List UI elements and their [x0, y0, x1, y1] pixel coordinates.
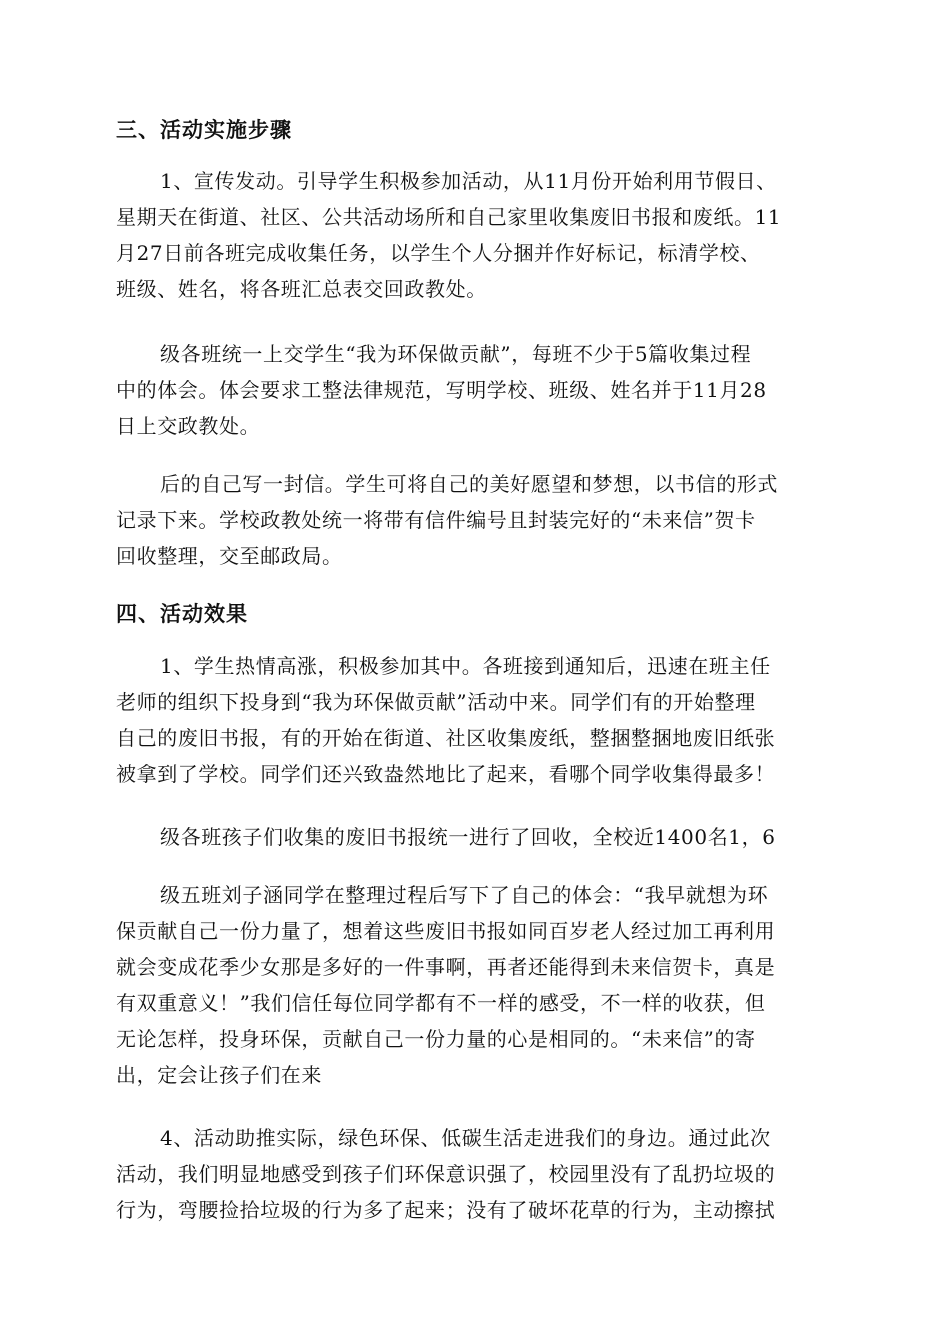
- text-line: 1、学生热情高涨，积极参加其中。各班接到通知后，迅速在班主任: [160, 654, 771, 678]
- paragraph-recycling: [116, 819, 836, 855]
- text-line: 级各班孩子们收集的废旧书报统一进行了回收，全校近1400名1，6: [160, 825, 776, 849]
- text-line: 老师的组织下投身到“我为环保做贡献”活动中来。同学们有的开始整理: [116, 690, 756, 714]
- text-line: 行为，弯腰捡拾垃圾的行为多了起来；没有了破坏花草的行为，主动擦拭: [116, 1198, 776, 1222]
- section-heading-steps: 三、活动实施步骤: [116, 117, 292, 142]
- paragraph-student-reflection: [116, 877, 836, 1093]
- text-line: 级各班统一上交学生“我为环保做贡献”，每班不少于5篇收集过程: [160, 342, 752, 366]
- paragraph-enthusiasm: [116, 648, 836, 792]
- text-line: 星期天在街道、社区、公共活动场所和自己家里收集废旧书报和废纸。11: [116, 205, 782, 229]
- text-line: 自己的废旧书报，有的开始在街道、社区收集废纸，整捆整捆地废旧纸张: [116, 726, 776, 750]
- text-line: 4、活动助推实际，绿色环保、低碳生活走进我们的身边。通过此次: [160, 1126, 771, 1150]
- text-line: 无论怎样，投身环保，贡献自己一份力量的心是相同的。“未来信”的寄: [116, 1027, 756, 1051]
- paragraph-green-life: [116, 1120, 836, 1228]
- text-line: 中的体会。体会要求工整法律规范，写明学校、班级、姓名并于11月28: [116, 378, 767, 402]
- text-line: 回收整理，交至邮政局。: [116, 544, 343, 568]
- section-heading-effects: 四、活动效果: [116, 601, 248, 626]
- paragraph-publicity: [116, 163, 836, 307]
- text-line: 活动，我们明显地感受到孩子们环保意识强了，校园里没有了乱扔垃圾的: [116, 1162, 776, 1186]
- text-line: 日上交政教处。: [116, 414, 261, 438]
- text-line: 1、宣传发动。引导学生积极参加活动，从11月份开始利用节假日、: [160, 169, 777, 193]
- text-line: 班级、姓名，将各班汇总表交回政教处。: [116, 277, 487, 301]
- text-line: 后的自己写一封信。学生可将自己的美好愿望和梦想，以书信的形式: [160, 472, 778, 496]
- text-line: 就会变成花季少女那是多好的一件事啊，再者还能得到未来信贺卡，真是: [116, 955, 776, 979]
- text-line: 记录下来。学校政教处统一将带有信件编号且封装完好的“未来信”贺卡: [116, 508, 756, 532]
- text-line: 保贡献自己一份力量了，想着这些废旧书报如同百岁老人经过加工再利用: [116, 919, 776, 943]
- text-line: 月27日前各班完成收集任务，以学生个人分捆并作好标记，标清学校、: [116, 241, 761, 265]
- paragraph-future-letter: [116, 466, 836, 574]
- text-line: 级五班刘子涵同学在整理过程后写下了自己的体会：“我早就想为环: [160, 883, 769, 907]
- text-line: 出，定会让孩子们在来: [116, 1063, 322, 1087]
- text-line: 有双重意义！”我们信任每位同学都有不一样的感受，不一样的收获，但: [116, 991, 766, 1015]
- text-line: 被拿到了学校。同学们还兴致盎然地比了起来，看哪个同学收集得最多！: [116, 762, 776, 786]
- paragraph-essays: [116, 336, 836, 444]
